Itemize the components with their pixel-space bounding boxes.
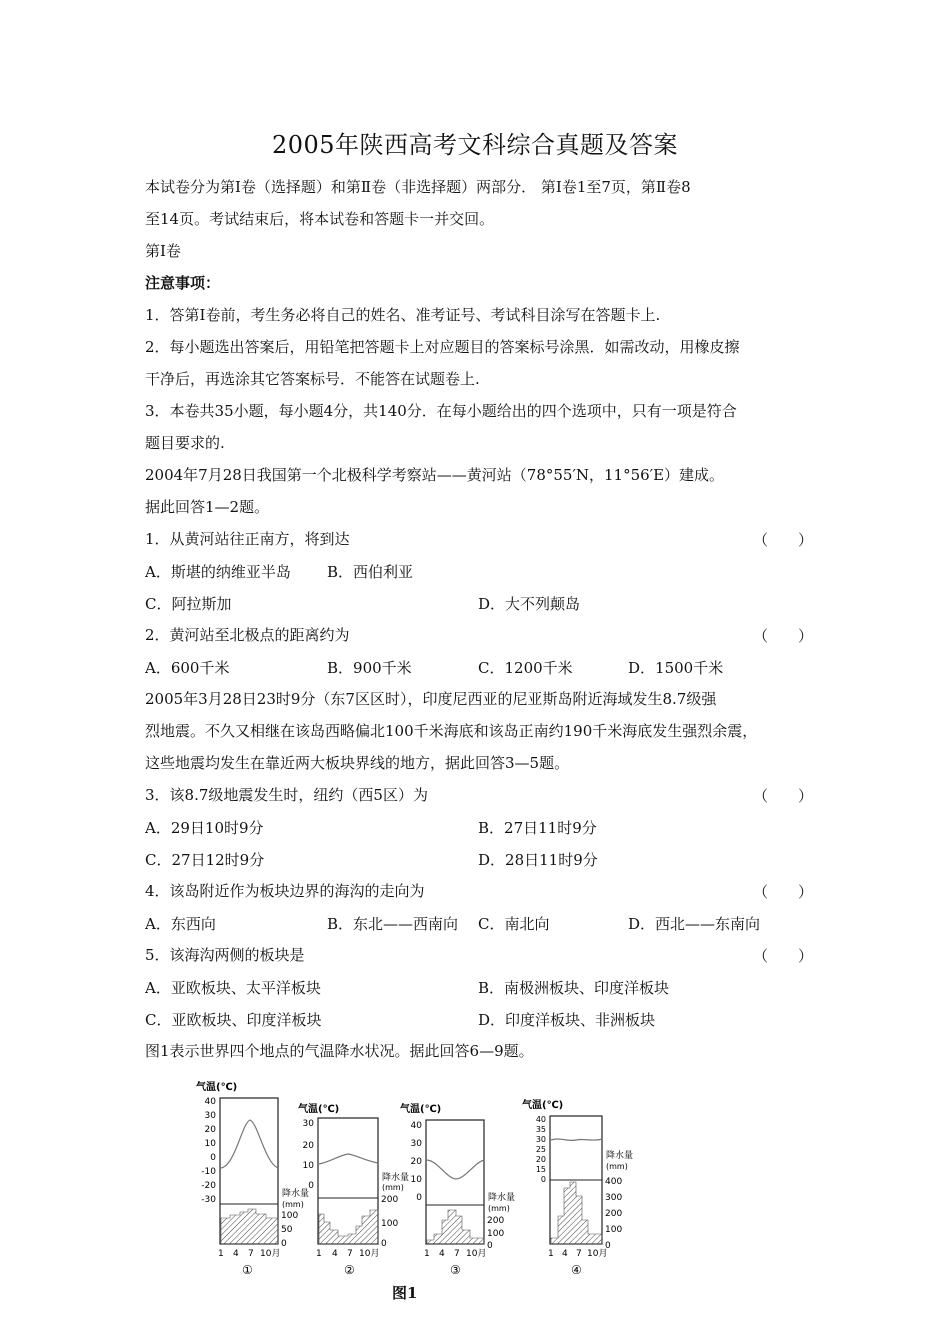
q1-option-d: D．大不列颠岛 [478,595,581,613]
chart2-temp-tick: 10 [302,1161,314,1171]
chart3-temp-label: 气温(℃) [400,1104,442,1115]
q5-option-c: C．亚欧板块、印度洋板块 [145,1011,322,1029]
notice-2: 2．每小题选出答案后，用铅笔把答题卡上对应题目的答案标号涂黑．如需改动，用橡皮擦 [145,338,740,356]
q1-stem: 1．从黄河站往正南方，将到达 [145,530,350,548]
q2-stem: 2．黄河站至北极点的距离约为 [145,626,350,644]
chart4-temp-tick: 15 [535,1165,546,1174]
q5-stem: 5．该海沟两侧的板块是 [145,946,305,964]
chart4-temp-tick: 20 [535,1155,546,1164]
chart2-temp-tick: 20 [302,1141,314,1151]
notice-3-cont: 题目要求的. [145,434,225,452]
chart2-precip-tick: 0 [381,1239,387,1249]
chart1-temp-tick: -10 [201,1167,216,1177]
chart3-month-tick: 10月 [466,1249,487,1259]
chart3-precip-unit: (mm) [488,1204,510,1213]
chart1-precip-unit: (mm) [282,1200,304,1209]
q4-option-b: B．东北——西南向 [327,915,459,933]
intro-line-1: 本试卷分为第Ⅰ卷（选择题）和第Ⅱ卷（非选择题）两部分． 第Ⅰ卷1至7页，第Ⅱ卷8 [145,178,691,196]
passage1-line-1: 2004年7月28日我国第一个北极科学考察站——黄河站（78°55′N，11°56′E）建成。 [145,466,725,484]
chart1-precip-bars [221,1209,278,1244]
chart3-month-tick: 4 [439,1249,445,1259]
chart2-temp-tick: 0 [308,1181,314,1191]
q1-option-a: A．斯堪的纳维亚半岛 [145,563,291,581]
chart2-month-tick: 10月 [359,1249,380,1259]
chart1-temp-label: 气温(℃) [196,1082,238,1093]
chart3-temp-tick: 20 [410,1157,422,1167]
chart1-temp-tick: 0 [210,1153,216,1163]
chart2-temp-tick: 30 [302,1119,314,1129]
chart4-temp-tick: 40 [535,1115,546,1124]
chart1-precip-tick: 100 [281,1211,299,1221]
q2-option-d: D．1500千米 [628,659,724,677]
chart4-precip-tick: 300 [605,1193,623,1203]
chart4-temp-tick: 0 [540,1175,546,1184]
chart2-month-tick: 1 [316,1249,322,1259]
chart1-precip-tick: 0 [281,1239,287,1249]
q3-option-a: A．29日10时9分 [145,819,264,837]
chart4-temp-curve [551,1139,602,1140]
chart1-id: ① [242,1263,253,1277]
chart3-temp-tick: 40 [410,1121,422,1131]
q5-option-a: A．亚欧板块、太平洋板块 [145,979,321,997]
q2-option-a: A．600千米 [145,659,230,677]
chart4-precip-unit: (mm) [606,1162,628,1171]
chart1-month-tick: 10月 [260,1249,281,1259]
chart1-temp-tick: 10 [204,1139,216,1149]
chart4-temp-tick: 30 [535,1135,546,1144]
climate-chart-1 [196,1080,309,1277]
q5-option-b: B．南极洲板块、印度洋板块 [478,979,670,997]
q3-option-b: B．27日11时9分 [478,819,597,837]
chart2-month-tick: 4 [332,1249,338,1259]
notice-3: 3．本卷共35小题，每小题4分，共140分．在每小题给出的四个选项中，只有一项是符合 [145,402,737,420]
chart1-temp-tick: 30 [204,1111,216,1121]
chart3-precip-label: 降水量 [488,1193,516,1203]
q3-answer-paren: （ ） [753,787,814,805]
q1-option-b: B．西伯利亚 [327,563,414,581]
chart3-month-tick: 1 [424,1249,430,1259]
passage3: 图1表示世界四个地点的气温降水状况。据此回答6—9题。 [145,1042,534,1060]
q4-option-d: D．西北——东南向 [628,915,761,933]
chart4-precip-tick: 400 [605,1177,623,1187]
q3-option-d: D．28日11时9分 [478,851,598,869]
chart2-temp-curve [319,1154,378,1164]
chart1-month-tick: 1 [218,1249,224,1259]
chart4-temp-tick: 25 [535,1145,546,1154]
chart1-temp-tick: -30 [201,1195,216,1205]
chart3-month-tick: 7 [454,1249,460,1259]
notice-heading: 注意事项： [145,274,221,292]
chart4-month-tick: 4 [562,1249,568,1259]
chart2-precip-tick: 100 [381,1219,399,1229]
chart4-temp-label: 气温(℃) [522,1100,564,1111]
chart1-month-tick: 7 [248,1249,254,1259]
q2-option-b: B．900千米 [327,659,412,677]
climate-chart-3 [400,1102,515,1277]
chart2-id: ② [344,1263,355,1277]
intro-line-2: 至14页。考试结束后，将本试卷和答题卡一并交回。 [145,210,495,228]
chart3-precip-tick: 100 [487,1229,505,1239]
chart2-precip-bars [319,1210,378,1244]
chart2-month-tick: 7 [347,1249,353,1259]
chart4-precip-label: 降水量 [606,1151,634,1161]
chart2-precip-label: 降水量 [382,1173,410,1183]
q1-option-c: C．阿拉斯加 [145,595,232,613]
chart1-temp-tick: 20 [204,1125,216,1135]
chart1-month-tick: 4 [233,1249,239,1259]
chart4-month-tick: 7 [576,1249,582,1259]
chart4-precip-bars [551,1182,602,1244]
q5-option-d: D．印度洋板块、非洲板块 [478,1011,656,1029]
chart3-precip-tick: 0 [487,1241,493,1251]
chart1-temp-tick: 40 [204,1097,216,1107]
q5-answer-paren: （ ） [753,947,814,965]
chart3-temp-tick: 30 [410,1139,422,1149]
q3-option-c: C．27日12时9分 [145,851,265,869]
chart1-temp-curve [221,1120,278,1168]
q1-answer-paren: （ ） [753,531,814,549]
chart4-precip-tick: 0 [605,1241,611,1251]
volume-label: 第Ⅰ卷 [145,242,181,260]
notice-1: 1．答第Ⅰ卷前，考生务必将自己的姓名、准考证号、考试科目涂写在答题卡上. [145,306,661,324]
figure-climate-charts [190,1068,650,1308]
chart4-precip-tick: 200 [605,1209,623,1219]
chart3-id: ③ [450,1263,461,1277]
q4-option-c: C．南北向 [478,915,550,933]
passage2-line-1: 2005年3月28日23时9分（东7区区时），印度尼西亚的尼亚斯岛附近海域发生8.7级强 [145,690,717,708]
q4-option-a: A．东西向 [145,915,216,933]
chart2-precip-unit: (mm) [382,1183,404,1192]
chart2-precip-tick: 200 [381,1195,399,1205]
q2-option-c: C．1200千米 [478,659,573,677]
q2-answer-paren: （ ） [753,627,814,645]
climate-chart-2 [298,1102,409,1277]
passage2-line-2: 烈地震。不久又相继在该岛西略偏北100千米海底和该岛正南约190千米海底发生强烈余震， [145,722,758,740]
notice-2-cont: 干净后，再选涂其它答案标号．不能答在试题卷上. [145,370,480,388]
chart2-temp-label: 气温(℃) [298,1104,340,1115]
chart3-temp-curve [427,1160,484,1179]
passage1-line-2: 据此回答1—2题。 [145,498,270,516]
chart4-precip-tick: 100 [605,1225,623,1235]
chart1-temp-tick: -20 [201,1181,216,1191]
q3-stem: 3．该8.7级地震发生时，纽约（西5区）为 [145,786,428,804]
q4-answer-paren: （ ） [753,883,814,901]
chart3-precip-bars [427,1210,484,1244]
figure-caption: 图1 [392,1284,418,1302]
chart3-temp-tick: 0 [416,1193,422,1203]
q4-stem: 4．该岛附近作为板块边界的海沟的走向为 [145,882,425,900]
climate-chart-4 [522,1098,633,1277]
chart4-month-tick: 1 [548,1249,554,1259]
chart4-temp-tick: 35 [535,1125,546,1134]
chart1-precip-label: 降水量 [282,1189,310,1199]
chart3-temp-tick: 10 [410,1175,422,1185]
chart1-precip-tick: 50 [281,1225,293,1235]
chart4-month-tick: 10月 [587,1249,608,1259]
passage2-line-3: 这些地震均发生在靠近两大板块界线的地方，据此回答3—5题。 [145,754,570,772]
chart4-id: ④ [571,1263,582,1277]
page-title: 2005年陕西高考文科综合真题及答案 [271,131,679,159]
chart3-precip-tick: 200 [487,1216,505,1226]
